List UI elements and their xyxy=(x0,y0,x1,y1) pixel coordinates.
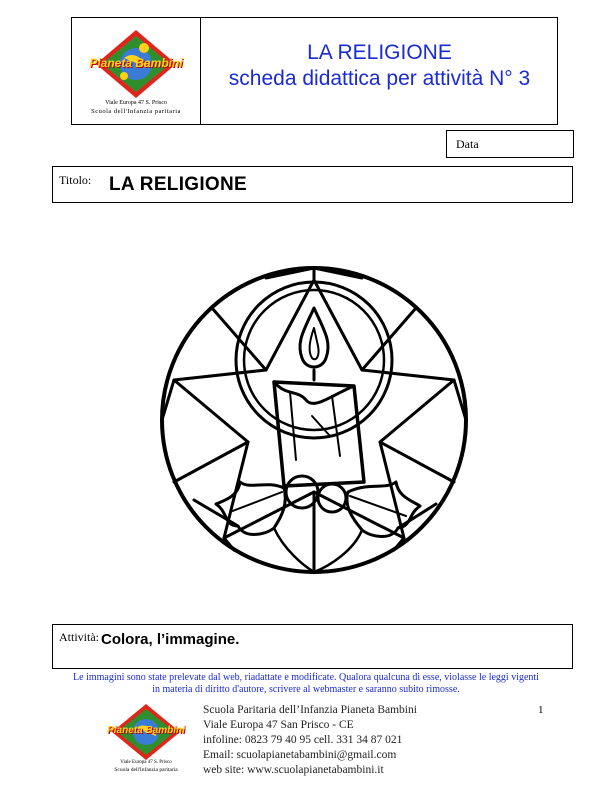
footer-email[interactable]: Email: scuolapianetabambini@gmail.com xyxy=(203,749,397,761)
footer-logo-subtext-2: Scuola dell'Infanzia paritaria xyxy=(114,767,178,773)
footer-logo-subtext-1: Viale Europa 47 S. Prisco xyxy=(120,760,172,765)
title-label: Titolo: xyxy=(59,173,92,187)
school-logo xyxy=(82,28,190,118)
page-number: 1 xyxy=(538,704,544,716)
activity-value: Colora, l’immagine. xyxy=(101,631,240,648)
candle-stained-glass-drawing xyxy=(154,220,474,620)
date-label: Data xyxy=(456,137,479,151)
activity-label: Attività: xyxy=(59,630,99,644)
logo-text: Pianeta Bambini xyxy=(89,56,183,70)
header-divider xyxy=(200,18,201,124)
header-title-line2: scheda didattica per attività N° 3 xyxy=(228,67,531,90)
coloring-image xyxy=(154,220,474,620)
footer-logo xyxy=(100,702,192,774)
copyright-disclaimer xyxy=(28,672,584,696)
disclaimer-line2: in materia di diritto d'autore, scrivere al webmaster e saranno subito rimosse. xyxy=(152,684,460,695)
date-field[interactable] xyxy=(446,130,574,158)
activity-box xyxy=(52,624,573,669)
disclaimer-line1: Le immagini sono state prelevate dal web, riadattate e modificate. Qualora qualcuna di esse, violasse le leggi vigenti xyxy=(73,672,539,683)
footer-phone: infoline: 0823 79 40 95 cell. 331 34 87 021 xyxy=(203,734,403,746)
header-title-line1: LA RELIGIONE xyxy=(307,41,452,64)
footer-school-name: Scuola Paritaria dell’Infanzia Pianeta Bambini xyxy=(203,704,417,716)
footer-website[interactable]: web site: www.scuolapianetabambini.it xyxy=(203,764,384,776)
header-title xyxy=(202,40,557,92)
logo-subtext-2: Scuola dell'Infanzia paritaria xyxy=(91,108,181,115)
footer-address: Viale Europa 47 San Prisco - CE xyxy=(203,719,354,731)
title-box xyxy=(52,166,573,203)
footer-contact-info xyxy=(203,703,417,778)
title-value: LA RELIGIONE xyxy=(109,174,248,195)
footer-logo-text: Pianeta Bambini xyxy=(107,725,185,736)
logo-subtext-1: Viale Europa 47 S. Prisco xyxy=(105,100,167,106)
header-box xyxy=(71,17,558,125)
